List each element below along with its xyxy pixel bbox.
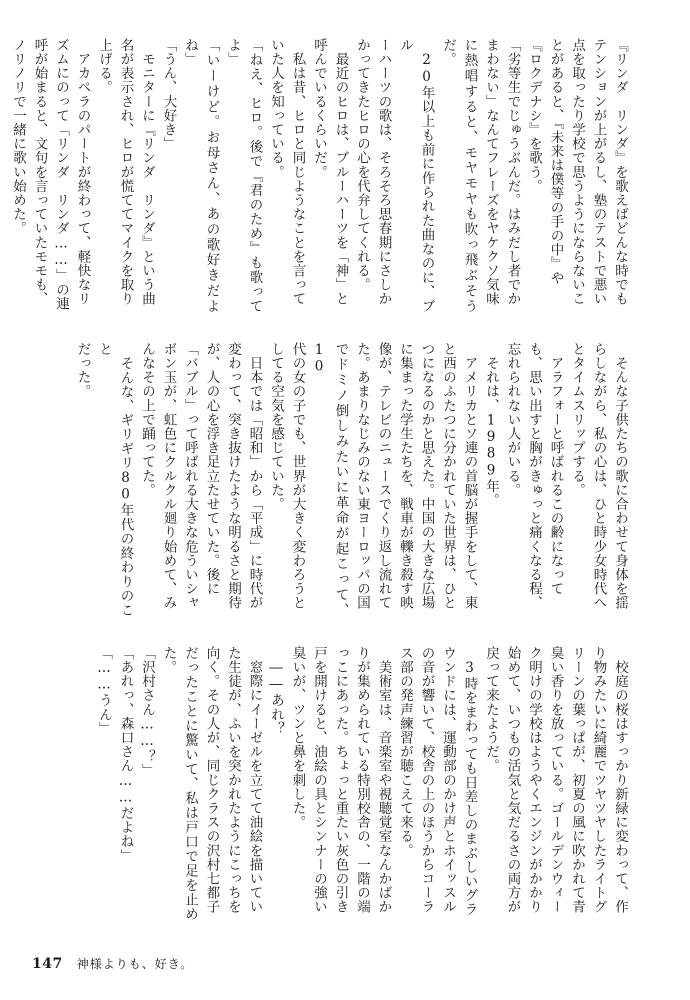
text-line: 美術室は、音楽室や視聴覚室なんかばか	[375, 646, 392, 914]
text-line: ノリノリで一緒に歌い始めた。	[10, 38, 26, 236]
text-line: とがあると、『未来は僕等の手の中』や	[547, 38, 564, 286]
text-line: が、人の心を浮き足立たせていた。後に	[203, 342, 220, 596]
text-line: まわない」なんてフレーズをヤケクソ気味	[483, 38, 499, 306]
text-line: 戸を開けると、油絵の具とシンナーの強い	[311, 646, 327, 914]
text-line: アラフォーと呼ばれるこの齢になって	[547, 342, 564, 596]
text-line: ボン玉が、虹色にクルクル廻り始めて、み	[160, 342, 177, 610]
text-line: 日本では「昭和」から「平成」に時代が	[246, 342, 263, 610]
text-line: ウンドには、運動部のかけ声とホイッスル	[440, 646, 456, 914]
text-line: の音が響いて、校舎の上のほうからコーラ	[418, 646, 435, 914]
text-line: 『ロクデナシ』を歌う。	[526, 38, 542, 194]
text-line: だったことに驚いて、私は戸口で足を止めた。	[160, 646, 198, 921]
text-line: 向く。その人が、同じクラスの沢村七都子	[203, 646, 220, 914]
text-line: とタイムスリップする。	[569, 342, 585, 498]
text-line: 「いーけど。お母さん、あの歌好きだよね」	[182, 38, 220, 313]
book-title: 神様よりも、好き。	[76, 957, 194, 971]
text-line: 呼が始まると、文句を言っていたモモも、	[31, 38, 48, 306]
text-line: ――あれ？	[268, 646, 284, 736]
text-line: アカペラのパートが終わって、軽快なリ	[74, 38, 91, 306]
text-line: 呼んでいるくらいだ。	[311, 38, 327, 179]
text-line: 像が、テレビのニュースでくり返し流れて	[375, 342, 392, 610]
text-block-top	[10, 38, 630, 313]
text-line: 点を取ったり学校で思うようにならないこ	[569, 38, 585, 306]
text-line: いた人を知っている。	[268, 38, 284, 179]
text-line: 最近のヒロは、ブルーハーツを「神」と	[332, 38, 349, 306]
text-line: り物みたいに綺麗でツヤツヤしたライトグ	[590, 646, 607, 914]
text-line: 臭い香りを放っている。ゴールデンウィー	[547, 646, 564, 914]
text-line: だった。	[74, 342, 91, 399]
text-line: 忘れられない人がいる。	[504, 342, 521, 498]
text-line: 「うん、大好き」	[160, 38, 177, 151]
text-line: 校庭の桜はすっかり新緑に変わって、作	[612, 646, 628, 914]
text-line: 3時をまわっても日差しのまぶしいグラ	[461, 646, 478, 917]
text-line: 『リンダ リンダ』を歌えばどんな時でも	[612, 38, 628, 306]
text-line: 臭いが、ツンと鼻を刺した。	[289, 646, 306, 830]
text-line: りが集められている特別校舎の、一階の端	[354, 646, 370, 914]
text-line: た。あまりなじみのない東ヨーロッパの国	[354, 342, 370, 610]
text-line: それは、1989年。	[483, 342, 499, 508]
page-number: 147	[32, 956, 63, 972]
text-line: と西のふたつに分かれていた世界は、ひと	[440, 342, 456, 610]
text-line: かってきたヒロの心を代弁してくれる。	[354, 38, 370, 292]
text-line: 20年以上も前に作られた曲なのに、ブル	[397, 38, 435, 313]
text-line: してる空気を感じていた。	[268, 342, 284, 512]
text-line: 「あれっ、森口さん……だよね」	[117, 646, 134, 863]
text-line: アメリカとソ連の首脳が握手をして、東	[461, 342, 478, 610]
page-footer	[32, 955, 193, 975]
text-line: に集まった学生たちを、戦車が轢き殺す映	[397, 342, 413, 610]
text-line: 私は昔、ヒロと同じようなことを言って	[289, 38, 306, 306]
text-line: っこにあった。ちょっと重たい灰色の引き	[332, 646, 349, 914]
text-line: リーンの葉っぱが、初夏の風に吹かれて青	[569, 646, 585, 914]
text-line: ス部の発声練習が聴こえて来る。	[397, 646, 413, 858]
text-line: 「沢村さん……？」	[139, 646, 155, 778]
text-line: ズムにのって「リンダ リンダ……」の連	[53, 38, 69, 311]
text-line: そんな子供たちの歌に合わせて身体を揺	[612, 342, 628, 610]
text-line: た生徒が、ふいを突かれたようにこっちを	[225, 646, 241, 914]
text-line: も、思い出すと胸がきゅっと痛くなる程、	[526, 342, 542, 610]
text-line: 「ねえ、ヒロ。後で『君のため』も歌ってよ」	[225, 38, 263, 313]
text-line: 「……うん」	[96, 646, 112, 736]
text-block-middle	[40, 342, 630, 617]
text-line: らしながら、私の心は、ひと時少女時代へ	[590, 342, 607, 610]
text-line: テンションが上がるし、塾のテストで悪い	[590, 38, 607, 306]
text-line: ク明けの学校はようやくエンジンがかかり	[526, 646, 542, 914]
text-line: 戻って来たようだ。	[483, 646, 499, 773]
text-block-bottom	[40, 646, 630, 921]
text-line: 始めて、いつもの活気と気だるさの両方が	[504, 646, 521, 914]
text-line: つになるのかと思えた。中国の大きな広場	[418, 342, 435, 610]
text-line: んなその上で踊ってた。	[139, 342, 155, 498]
text-line: 窓際にイーゼルを立てて油絵を描いてい	[246, 646, 263, 914]
text-line: ーハーツの歌は、そろそろ思春期にさしか	[375, 38, 392, 306]
text-line: 名が表示され、ヒロが慌ててマイクを取り	[117, 38, 134, 306]
text-line: そんな、ギリギリ80年代の終わりのこと	[96, 342, 134, 617]
text-line: 「劣等生でじゅうぶんだ。はみだし者でか	[504, 38, 521, 306]
text-line: 変わって、突き抜けたような明るさと期待	[225, 342, 241, 610]
text-line: でドミノ倒しみたいに革命が起こって、10	[311, 342, 349, 617]
text-line: 「バブル」って呼ばれる大きな危ういシャ	[182, 342, 198, 610]
text-line: モニターに『リンダ リンダ』という曲	[139, 38, 155, 306]
text-line: に熱唱すると、モヤモヤも吹っ飛ぶそうだ。	[440, 38, 478, 313]
text-line: 代の女の子でも、世界が大きく変わろうと	[289, 342, 306, 610]
text-line: 上げる。	[96, 38, 112, 95]
